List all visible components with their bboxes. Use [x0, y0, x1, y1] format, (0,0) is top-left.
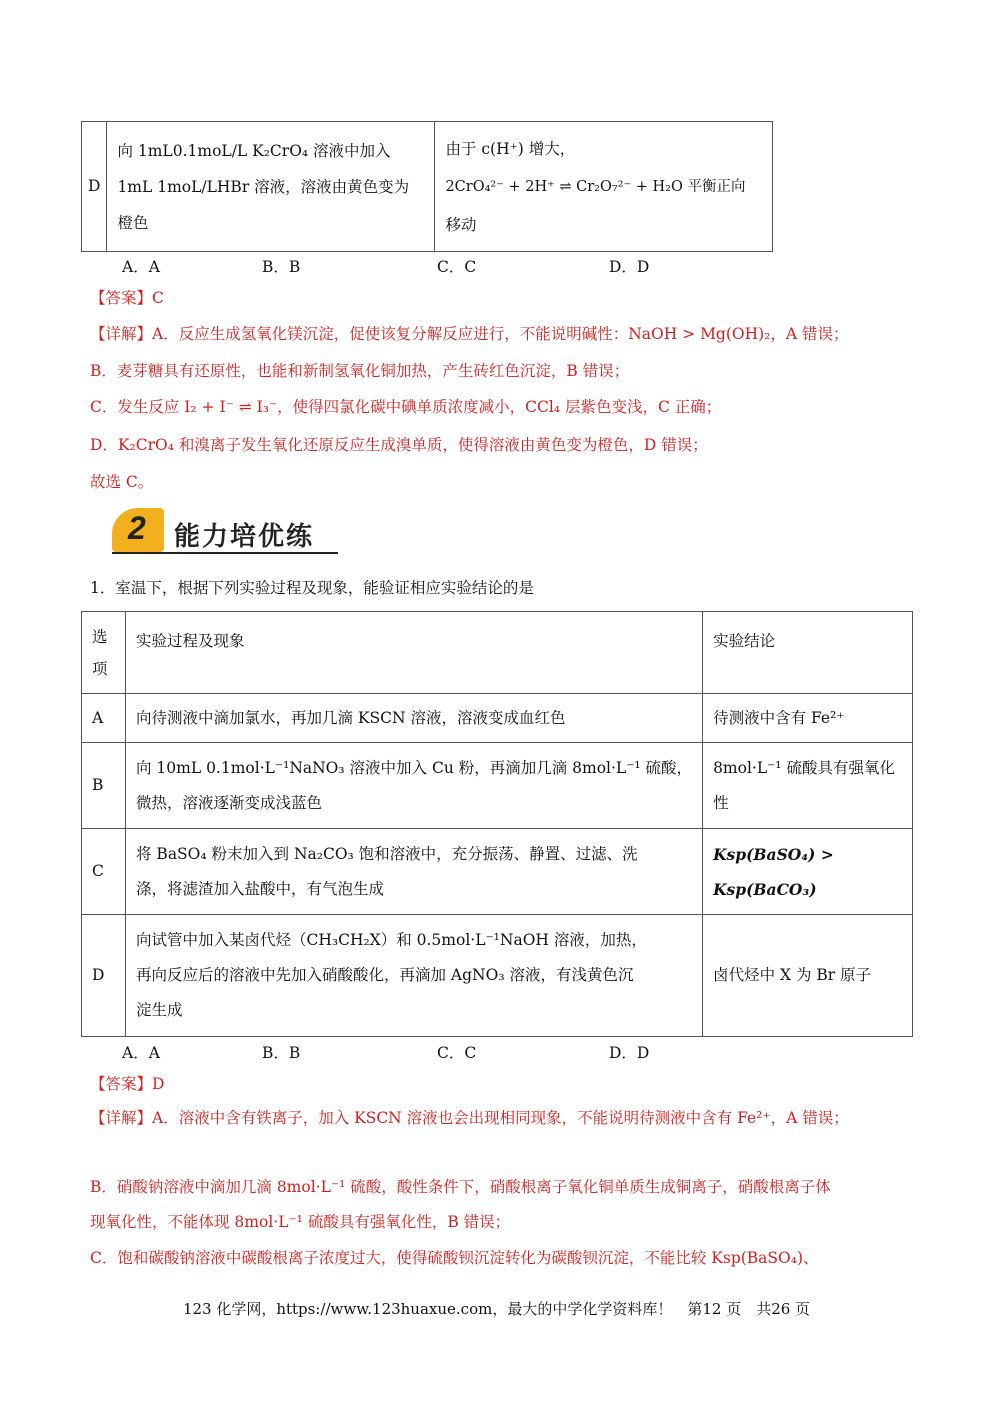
row-process-line: 涤，将滤渣加入盐酸中，有气泡生成 [136, 879, 385, 898]
top-conclusion-cell [435, 122, 773, 252]
table-row [82, 915, 913, 1037]
option-d: D．D [609, 1044, 650, 1062]
row-conclusion [703, 694, 913, 743]
detail-2-line-c: 现氧化性，不能体现 8mol·L⁻¹ 硫酸具有强氧化性，B 错误； [90, 1213, 511, 1231]
option-c: C．C [437, 258, 477, 276]
question-text: 1．室温下，根据下列实验过程及现象，能验证相应实验结论的是 [90, 579, 534, 597]
header-option-line2: 项 [92, 659, 108, 678]
answer-2: 【答案】D [90, 1075, 165, 1093]
option-c: C．C [437, 1044, 477, 1062]
row-label: A [82, 694, 126, 743]
row-label: B [82, 743, 126, 829]
row-process-line: 淀生成 [136, 1001, 183, 1019]
detail-1-line-a: 【详解】A．反应生成氢氧化镁沉淀，促使该复分解反应进行，不能说明碱性：NaOH > Mg(OH)₂，A 错误； [90, 325, 849, 343]
section-title: 能力培优练 [174, 522, 315, 552]
row-process [126, 915, 703, 1037]
row-conclusion-line: Ksp(BaSO₄) > Ksp(BaCO₃) [713, 844, 834, 899]
row-label: C [82, 829, 126, 915]
top-process-line2: 1mL 1moL/LHBr 溶液，溶液由黄色变为 [117, 177, 410, 196]
top-process-line3: 橙色 [117, 213, 149, 232]
header-conclusion: 实验结论 [703, 612, 913, 694]
table-row [82, 694, 913, 743]
section-number: 2 [128, 510, 146, 546]
option-a: A．A [122, 1044, 160, 1062]
row-conclusion-line: 卤代烃中 X 为 Br 原子 [713, 966, 872, 984]
option-a: A．A [122, 258, 160, 276]
detail-1-line-e: 故选 C。 [90, 473, 154, 491]
table-row [82, 829, 913, 915]
row-process [126, 829, 703, 915]
row-process [126, 743, 703, 829]
top-conclusion-line1: 由于 c(H⁺) 增大， [445, 139, 576, 158]
row-conclusion-line: 8mol·L⁻¹ 硫酸具有强氧化 [713, 758, 895, 777]
detail-2-line-b: B．硝酸钠溶液中滴加几滴 8mol·L⁻¹ 硫酸，酸性条件下，硝酸根离子氧化铜单质生成铜离子，硝酸根离子体 [90, 1178, 831, 1196]
top-process-cell [107, 122, 435, 252]
option-b: B．B [262, 1044, 301, 1062]
top-table [81, 121, 773, 252]
row-process [126, 694, 703, 743]
header-option [82, 612, 126, 694]
header-option-line1: 选 [92, 627, 108, 646]
answer-1: 【答案】C [90, 289, 164, 307]
row-conclusion [703, 743, 913, 829]
section-header [112, 508, 342, 556]
row-process-line: 微热，溶液逐渐变成浅蓝色 [136, 793, 323, 812]
experiment-table [81, 611, 913, 1037]
row-label: D [82, 915, 126, 1037]
row-conclusion [703, 829, 913, 915]
row-process-line: 将 BaSO₄ 粉末加入到 Na₂CO₃ 饱和溶液中，充分振荡、静置、过滤、洗 [136, 844, 638, 863]
option-b: B．B [262, 258, 301, 276]
detail-2-line-a: 【详解】A．溶液中含有铁离子，加入 KSCN 溶液也会出现相同现象，不能说明待测液中含有 Fe²⁺，A 错误； [90, 1109, 849, 1127]
row-conclusion-line: 待测液中含有 Fe²⁺ [713, 708, 845, 727]
row-process-line: 向 10mL 0.1mol·L⁻¹NaNO₃ 溶液中加入 Cu 粉，再滴加几滴 8mol·L⁻¹ 硫酸， [136, 758, 693, 777]
row-process-line: 向待测液中滴加氯水，再加几滴 KSCN 溶液，溶液变成血红色 [136, 708, 566, 727]
top-conclusion-line2: 2CrO₄²⁻ + 2H⁺ ⇌ Cr₂O₇²⁻ + H₂O 平衡正向 [445, 178, 746, 195]
detail-1-line-b: B．麦芽糖具有还原性，也能和新制氢氧化铜加热，产生砖红色沉淀，B 错误； [90, 362, 630, 380]
row-process-line: 再向反应后的溶液中先加入硝酸酸化，再滴加 AgNO₃ 溶液，有浅黄色沉 [136, 966, 634, 984]
table-header-row [82, 612, 913, 694]
option-d: D．D [609, 258, 650, 276]
top-conclusion-line3: 移动 [445, 215, 477, 234]
table-row [82, 743, 913, 829]
header-process: 实验过程及现象 [126, 612, 703, 694]
top-row-label: D [82, 122, 107, 252]
section-underline [112, 552, 338, 554]
row-process-line: 向试管中加入某卤代烃（CH₃CH₂X）和 0.5mol·L⁻¹NaOH 溶液，加热， [136, 931, 647, 949]
row-conclusion-line: 性 [713, 793, 729, 812]
row-conclusion [703, 915, 913, 1037]
detail-1-line-d: D．K₂CrO₄ 和溴离子发生氧化还原反应生成溴单质，使得溶液由黄色变为橙色，D 错误； [90, 436, 708, 454]
page-footer: 123 化学网，https://www.123huaxue.com，最大的中学化学资料库！ 第12 页 共26 页 [182, 1300, 811, 1318]
detail-2-line-d: C．饱和碳酸钠溶液中碳酸根离子浓度过大，使得硫酸钡沉淀转化为碳酸钡沉淀，不能比较 Ksp(BaSO₄)、 [90, 1249, 819, 1267]
top-process-line1: 向 1mL0.1moL/L K₂CrO₄ 溶液中加入 [117, 141, 391, 160]
detail-1-line-c: C．发生反应 I₂ + I⁻ ⇌ I₃⁻，使得四氯化碳中碘单质浓度减小，CCl₄ 层紫色变浅，C 正确； [90, 398, 722, 416]
